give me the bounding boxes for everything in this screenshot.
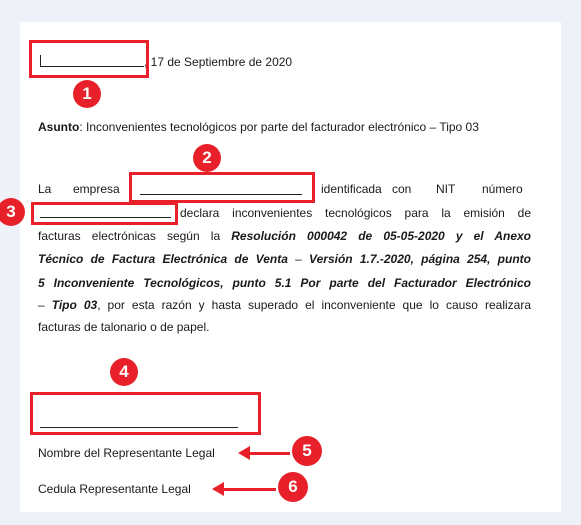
callout-badge-1: 1 bbox=[73, 80, 101, 108]
type-ref: Tipo 03 bbox=[51, 298, 98, 312]
callout-badge-6: 6 bbox=[278, 472, 308, 502]
date-text: , 17 de Septiembre de 2020 bbox=[144, 55, 293, 69]
representative-id-label: Cedula Representante Legal bbox=[38, 482, 191, 496]
callout-badge-5: 5 bbox=[292, 436, 322, 466]
arrow-5-line bbox=[248, 452, 290, 455]
callout-badge-2: 2 bbox=[193, 144, 221, 172]
para-line-3 bbox=[38, 229, 531, 244]
para-line-4 bbox=[38, 252, 531, 267]
point-ref: 5 Inconveniente Tecnológicos, punto 5.1 Por parte del Facturador Electrónico bbox=[38, 276, 531, 290]
subject-label: Asunto bbox=[38, 120, 80, 134]
arrow-6-line bbox=[222, 488, 276, 491]
para-line-2: declara inconvenientes tecnológicos para la emisión de bbox=[180, 206, 531, 220]
para-line-4-dash: – bbox=[287, 252, 310, 266]
para-line-5 bbox=[38, 276, 531, 291]
document-page bbox=[20, 22, 561, 512]
callout-badge-3: 3 bbox=[0, 198, 25, 226]
para-line-6-rest: , por esta razón y hasta superado el inconveniente que lo causo realizara bbox=[97, 298, 532, 312]
para-word-identificada: identificada bbox=[321, 182, 382, 196]
highlight-box-nit bbox=[31, 202, 178, 225]
para-line-6 bbox=[38, 298, 531, 313]
highlight-box-company bbox=[129, 172, 315, 203]
subject-text: : Inconvenientes tecnológicos por parte del facturador electrónico – Tipo 03 bbox=[79, 120, 479, 134]
subject-line bbox=[38, 120, 479, 135]
para-word-con: con bbox=[392, 182, 412, 196]
para-line-3-a: facturas electrónicas según la bbox=[38, 229, 232, 243]
callout-badge-4: 4 bbox=[110, 358, 138, 386]
highlight-box-signature bbox=[30, 392, 261, 435]
annex-ref: Técnico de Factura Electrónica de Venta bbox=[38, 252, 288, 266]
para-line-7: facturas de talonario o de papel. bbox=[38, 320, 210, 334]
para-line-6-dash: – bbox=[38, 298, 52, 312]
resolution-ref: Resolución 000042 de 05-05-2020 y el Anexo bbox=[231, 229, 531, 243]
representative-name-label: Nombre del Representante Legal bbox=[38, 446, 215, 460]
para-word-nit: NIT bbox=[436, 182, 456, 196]
highlight-box-city bbox=[29, 40, 149, 78]
version-ref: Versión 1.7.-2020, página 254, punto bbox=[309, 252, 531, 266]
para-word-la: La bbox=[38, 182, 52, 196]
para-word-numero: número bbox=[482, 182, 523, 196]
para-word-empresa: empresa bbox=[73, 182, 120, 196]
signature-blank[interactable] bbox=[40, 427, 238, 428]
